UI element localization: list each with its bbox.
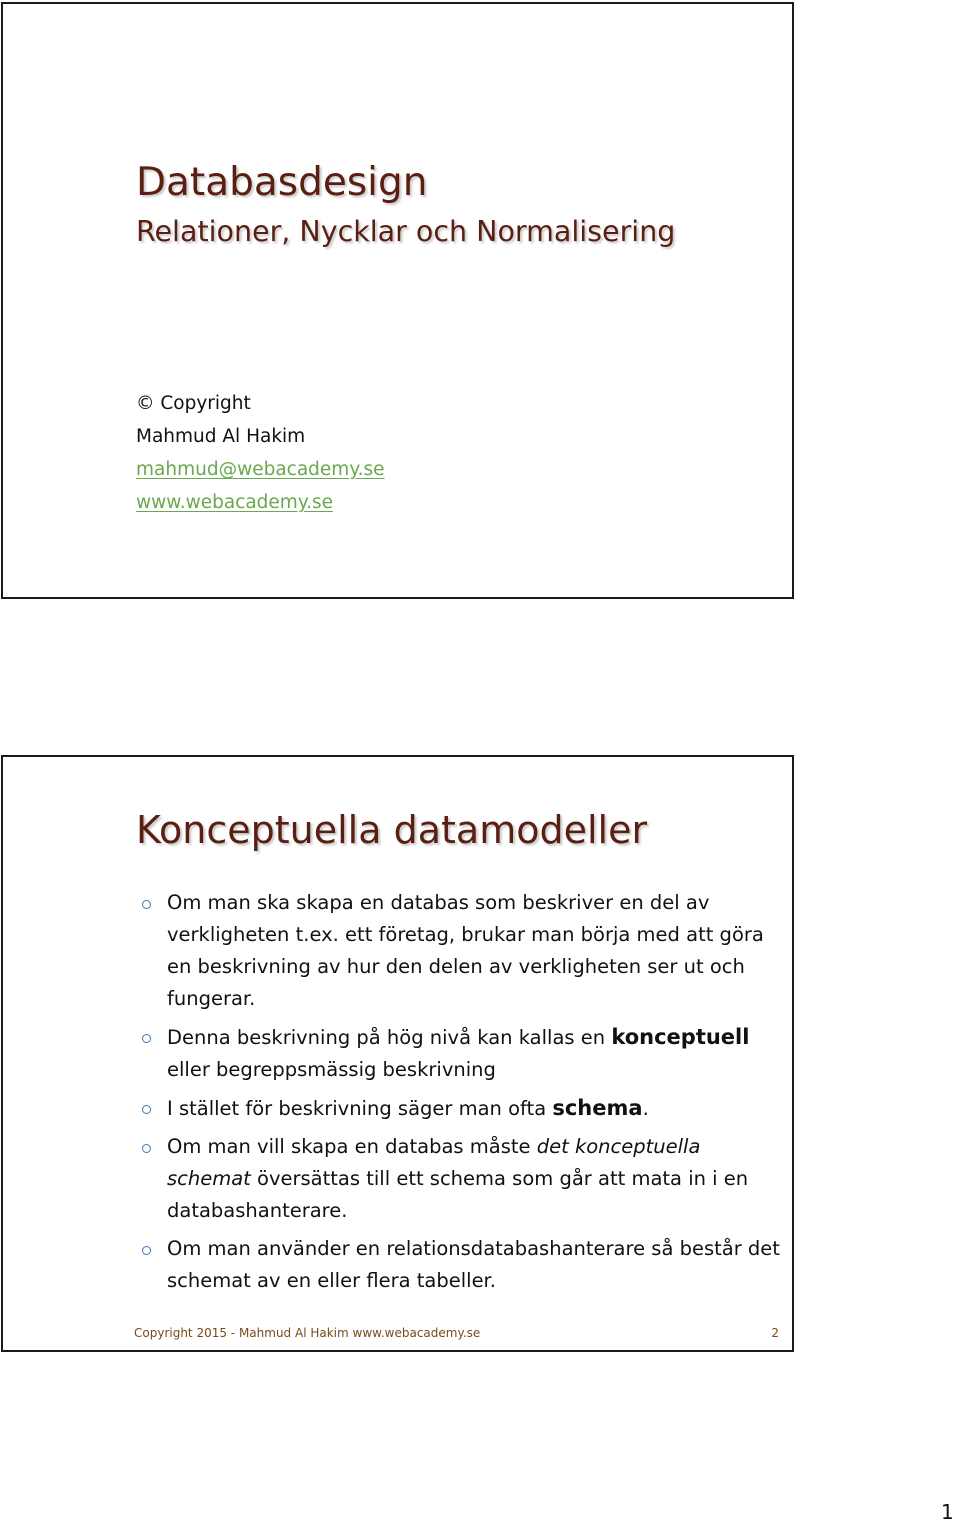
author-name: Mahmud Al Hakim	[136, 426, 306, 447]
bullet-list	[136, 887, 781, 1303]
bullet-icon	[142, 1246, 151, 1255]
sheet-page-number: 1	[941, 1500, 954, 1524]
email-link[interactable]: mahmud@webacademy.se	[136, 459, 385, 480]
bullet-item	[136, 1233, 781, 1297]
slide-footer	[134, 1326, 779, 1340]
bullet-item	[136, 1131, 781, 1227]
bullet-icon	[142, 1144, 151, 1153]
bullet-icon	[142, 1105, 151, 1114]
bullet-text: översättas till ett schema som går att mata in i en databashanterare.	[167, 1167, 749, 1222]
slide-title: Konceptuella datamodeller	[136, 808, 648, 852]
bold-term-konceptuell: konceptuell	[611, 1025, 750, 1049]
bullet-text: .	[642, 1097, 649, 1120]
footer-text: Copyright 2015 - Mahmud Al Hakim www.webacademy.se	[134, 1326, 481, 1340]
slide-1	[1, 2, 794, 599]
bullet-icon	[142, 1034, 151, 1043]
bullet-text: Om man använder en relationsdatabashanterare så består det schemat av en eller flera tabeller.	[167, 1237, 780, 1292]
copyright-line: © Copyright	[136, 393, 251, 414]
slide-page-number: 2	[771, 1326, 779, 1340]
slide-title: Databasdesign	[136, 160, 428, 205]
bullet-item	[136, 887, 781, 1015]
bullet-text: Om man ska skapa en databas som beskriver en del av verkligheten t.ex. ett företag, brukar man börja med att göra en beskrivning av hur den delen av verkligheten ser ut och fungerar.	[167, 891, 764, 1010]
website-link[interactable]: www.webacademy.se	[136, 492, 334, 513]
bullet-text: eller begreppsmässig beskrivning	[167, 1058, 496, 1081]
italic-term: det konceptuella schemat	[167, 1135, 701, 1190]
bullet-item	[136, 1092, 781, 1125]
copyright-block	[136, 387, 385, 519]
bullet-text: Denna beskrivning på hög nivå kan kallas en	[167, 1026, 612, 1049]
bullet-item	[136, 1021, 781, 1086]
bullet-text: Om man vill skapa en databas måste	[167, 1135, 537, 1158]
slide-subtitle: Relationer, Nycklar och Normalisering	[136, 215, 676, 248]
bold-term-schema: schema	[552, 1096, 643, 1120]
slide-2	[1, 755, 794, 1352]
bullet-icon	[142, 900, 151, 909]
bullet-text: I stället för beskrivning säger man ofta	[167, 1097, 553, 1120]
